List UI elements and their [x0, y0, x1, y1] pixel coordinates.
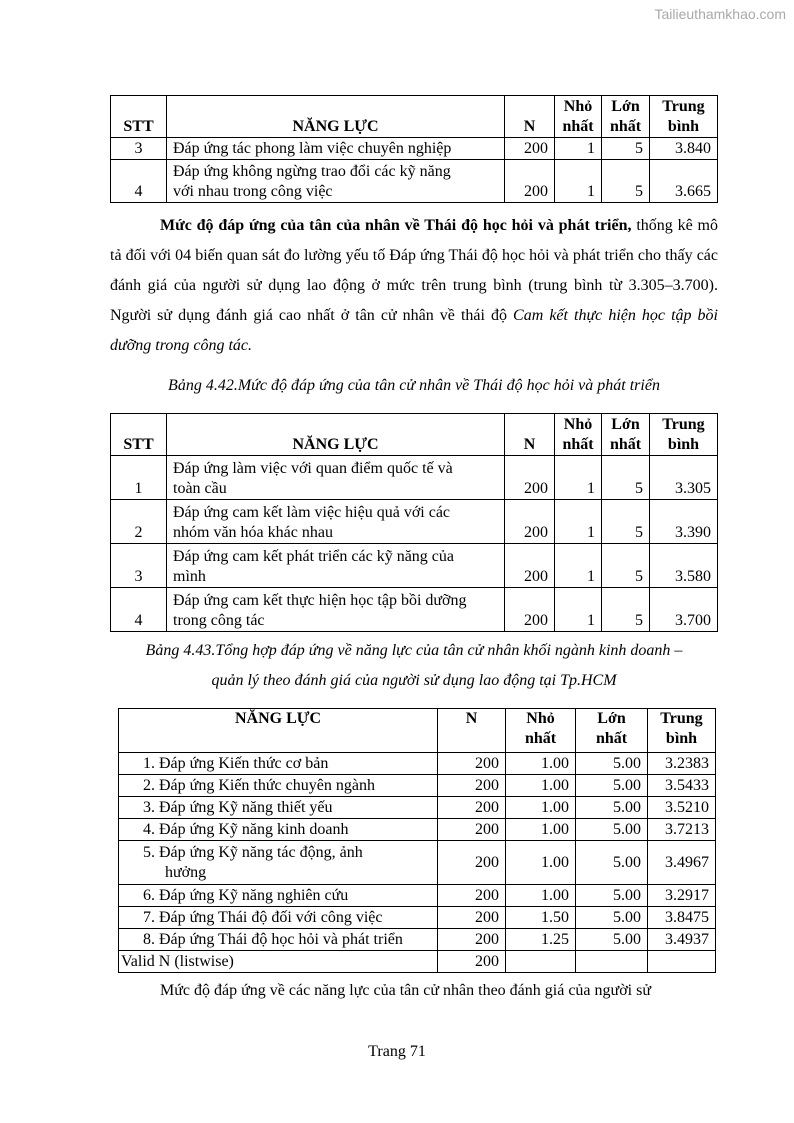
cell-avg: 3.580 [650, 544, 718, 588]
cell-min: 1.00 [506, 797, 576, 819]
paragraph-thai-do [110, 211, 718, 361]
cell-label: 8. Đáp ứng Thái độ học hỏi và phát triển [119, 929, 438, 951]
table-4-42 [110, 413, 718, 632]
table-header-row [111, 414, 718, 456]
cell-min: 1.00 [506, 819, 576, 841]
cell-max: 5 [602, 500, 650, 544]
table-4-43 [118, 708, 716, 973]
header-n: N [505, 414, 555, 456]
cell-label: 3. Đáp ứng Kỹ năng thiết yếu [119, 797, 438, 819]
cell-n: 200 [438, 929, 506, 951]
cell-avg: 3.5433 [648, 775, 716, 797]
cell-label: Đáp ứng làm việc với quan điểm quốc tế và toàn cầu [167, 456, 505, 500]
header-avg: Trung bình [648, 709, 716, 753]
cell-min: 1 [555, 588, 602, 632]
cell-empty [506, 951, 576, 973]
cell-n: 200 [505, 160, 555, 203]
cell-n: 200 [438, 885, 506, 907]
cell-label: Valid N (listwise) [119, 951, 438, 973]
cell-min: 1.00 [506, 753, 576, 775]
header-min: Nhỏ nhất [555, 414, 602, 456]
cell-label: Đáp ứng cam kết thực hiện học tập bồi dưỡng trong công tác [167, 588, 505, 632]
header-max: Lớn nhất [576, 709, 648, 753]
cell-label: 2. Đáp ứng Kiến thức chuyên ngành [119, 775, 438, 797]
cell-n: 200 [438, 907, 506, 929]
cell-max: 5 [602, 138, 650, 160]
table-row [111, 588, 718, 632]
cell-n: 200 [438, 797, 506, 819]
cell-avg: 3.5210 [648, 797, 716, 819]
cell-n: 200 [438, 819, 506, 841]
table-row [119, 797, 716, 819]
cell-n: 200 [438, 775, 506, 797]
cell-min: 1 [555, 500, 602, 544]
cell-avg: 3.7213 [648, 819, 716, 841]
cell-min: 1.50 [506, 907, 576, 929]
cell-max: 5.00 [576, 885, 648, 907]
cell-stt: 2 [111, 500, 167, 544]
paragraph-text: thống kê mô tả đối với 04 biến quan sát đo lường yếu tố Đáp ứng Thái độ học hỏi và phát triển cho thấy các đánh giá của người sử dụng lao động ở mức trên trung bình (trung bình từ 3.305–3.700). Người sử dụng đánh giá cao nhất ở tân cử nhân về thái độ [110, 217, 718, 324]
cell-max: 5.00 [576, 819, 648, 841]
table-row [111, 138, 718, 160]
header-stt: STT [111, 96, 167, 138]
cell-label: Đáp ứng không ngừng trao đổi các kỹ năng với nhau trong công việc [167, 160, 505, 203]
caption-table-4-42: Bảng 4.42.Mức độ đáp ứng của tân cử nhân về Thái độ học hỏi và phát triển [168, 377, 660, 394]
paragraph-italic: Cam kết thực hiện học tập bồi dưỡng trong công tác. [110, 307, 719, 354]
header-max: Lớn nhất [602, 414, 650, 456]
cell-n: 200 [438, 753, 506, 775]
table-continued [110, 95, 718, 203]
cell-n: 200 [505, 500, 555, 544]
cell-n: 200 [505, 138, 555, 160]
cell-min: 1.00 [506, 841, 576, 885]
table-row [111, 544, 718, 588]
cell-n: 200 [505, 588, 555, 632]
paragraph-summary: Mức độ đáp ứng về các năng lực của tân cử nhân theo đánh giá của người sử [160, 982, 651, 999]
caption-table-4-43: Bảng 4.43.Tổng hợp đáp ứng về năng lực của tân cử nhân khối ngành kinh doanh – quản lý theo đánh giá của người sử dụng lao động tại Tp.HCM [145, 642, 683, 689]
cell-label: Đáp ứng cam kết phát triển các kỹ năng của mình [167, 544, 505, 588]
cell-max: 5.00 [576, 775, 648, 797]
header-min: Nhỏ nhất [506, 709, 576, 753]
watermark: Tailieuthamkhao.com [654, 6, 786, 22]
cell-max: 5 [602, 544, 650, 588]
cell-max: 5 [602, 456, 650, 500]
cell-avg: 3.4937 [648, 929, 716, 951]
table-row [119, 753, 716, 775]
header-max: Lớn nhất [602, 96, 650, 138]
cell-max: 5.00 [576, 753, 648, 775]
cell-min: 1 [555, 138, 602, 160]
cell-label: 6. Đáp ứng Kỹ năng nghiên cứu [119, 885, 438, 907]
header-min: Nhỏ nhất [555, 96, 602, 138]
cell-label: Đáp ứng tác phong làm việc chuyên nghiệp [167, 138, 505, 160]
table-row [111, 456, 718, 500]
cell-min: 1.00 [506, 775, 576, 797]
table-row [119, 775, 716, 797]
cell-max: 5.00 [576, 907, 648, 929]
cell-min: 1 [555, 160, 602, 203]
cell-n: 200 [505, 544, 555, 588]
cell-n: 200 [438, 841, 506, 885]
cell-avg: 3.390 [650, 500, 718, 544]
cell-avg: 3.8475 [648, 907, 716, 929]
table-row [111, 500, 718, 544]
cell-stt: 1 [111, 456, 167, 500]
cell-label: 7. Đáp ứng Thái độ đối với công việc [119, 907, 438, 929]
page-number: Trang 71 [368, 1043, 426, 1060]
table-header-row [119, 709, 716, 753]
cell-max: 5 [602, 160, 650, 203]
cell-min: 1 [555, 456, 602, 500]
cell-empty [648, 951, 716, 973]
cell-empty [576, 951, 648, 973]
cell-stt: 4 [111, 588, 167, 632]
cell-label: 1. Đáp ứng Kiến thức cơ bản [119, 753, 438, 775]
table-row [111, 160, 718, 203]
cell-stt: 3 [111, 544, 167, 588]
header-avg: Trung bình [650, 414, 718, 456]
cell-label: 5. Đáp ứng Kỹ năng tác động, ảnh hưởng [119, 841, 438, 885]
table-row-valid-n [119, 951, 716, 973]
cell-avg: 3.4967 [648, 841, 716, 885]
cell-stt: 4 [111, 160, 167, 203]
table-row [119, 907, 716, 929]
header-avg: Trung bình [650, 96, 718, 138]
table-row [119, 819, 716, 841]
header-nang-luc: NĂNG LỰC [167, 96, 505, 138]
cell-max: 5.00 [576, 797, 648, 819]
header-n: N [505, 96, 555, 138]
cell-avg: 3.2383 [648, 753, 716, 775]
cell-min: 1.00 [506, 885, 576, 907]
cell-n: 200 [505, 456, 555, 500]
cell-avg: 3.700 [650, 588, 718, 632]
cell-label: Đáp ứng cam kết làm việc hiệu quả với các nhóm văn hóa khác nhau [167, 500, 505, 544]
cell-max: 5.00 [576, 929, 648, 951]
header-stt: STT [111, 414, 167, 456]
header-nang-luc: NĂNG LỰC [167, 414, 505, 456]
cell-max: 5 [602, 588, 650, 632]
cell-max: 5.00 [576, 841, 648, 885]
header-n: N [438, 709, 506, 753]
header-nang-luc: NĂNG LỰC [119, 709, 438, 753]
paragraph-bold: Mức độ đáp ứng của tân của nhân về Thái độ học hỏi và phát triển, [160, 217, 632, 234]
table-header-row [111, 96, 718, 138]
table-row [119, 885, 716, 907]
cell-stt: 3 [111, 138, 167, 160]
cell-avg: 3.840 [650, 138, 718, 160]
table-row [119, 929, 716, 951]
cell-label: 4. Đáp ứng Kỹ năng kinh doanh [119, 819, 438, 841]
cell-min: 1 [555, 544, 602, 588]
cell-avg: 3.305 [650, 456, 718, 500]
table-row [119, 841, 716, 885]
cell-avg: 3.665 [650, 160, 718, 203]
cell-min: 1.25 [506, 929, 576, 951]
cell-avg: 3.2917 [648, 885, 716, 907]
cell-n: 200 [438, 951, 506, 973]
